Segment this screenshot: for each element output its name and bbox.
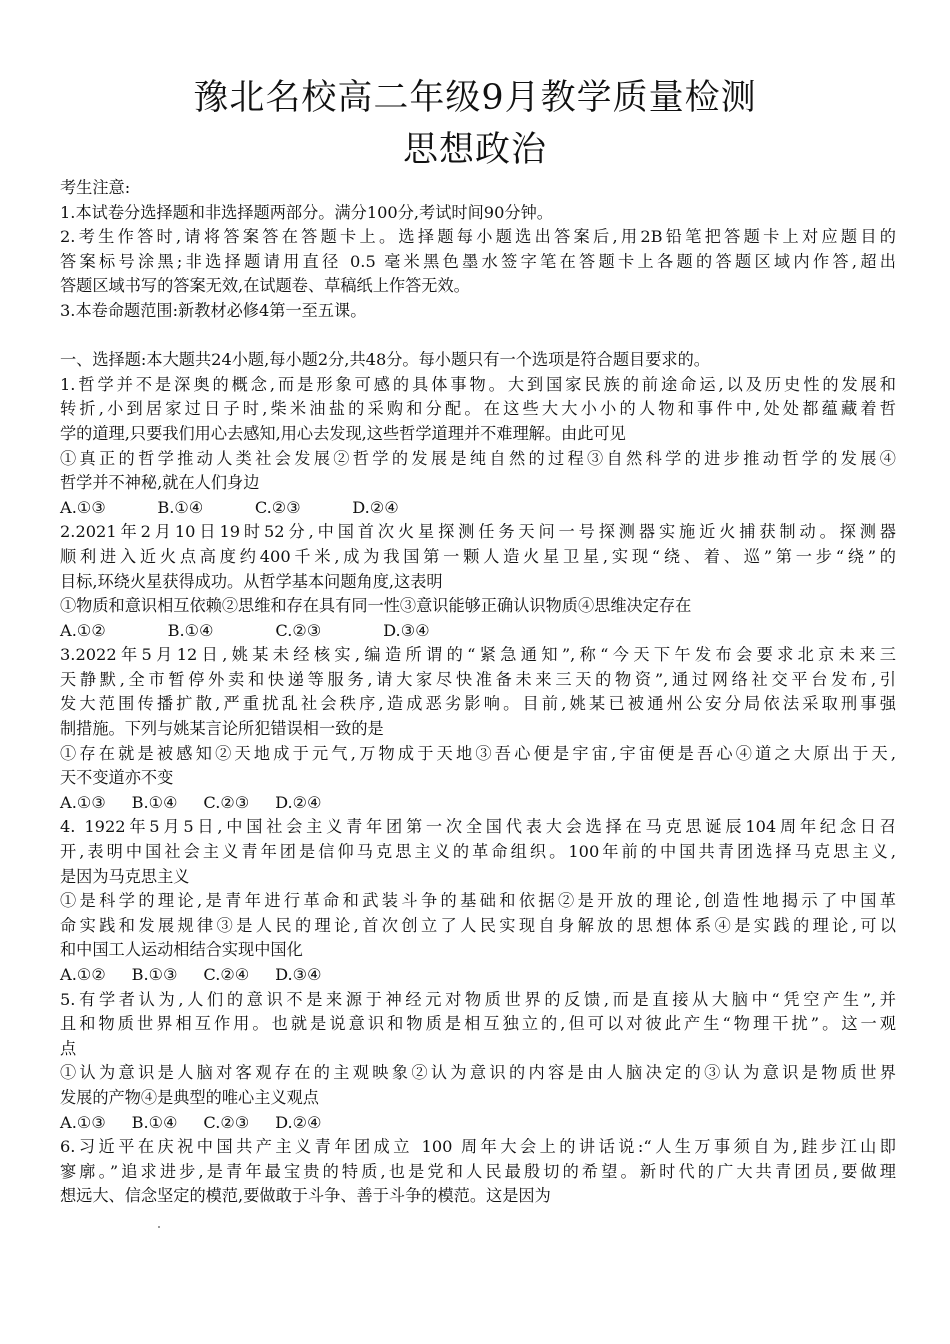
notice-line: 1.本试卷分选择题和非选择题两部分。满分100分,考试时间90分钟。 xyxy=(60,202,553,222)
question-1-choices: ①真正的哲学推动人类社会发展②哲学的发展是纯自然的过程③自然科学的进步推动哲学的发展④ xyxy=(60,448,896,468)
spacer xyxy=(60,324,896,349)
question-1-text: 学的道理,只要我们用心去感知,用心去发现,这些哲学道理并不难理解。由此可见 xyxy=(60,423,626,443)
question-3-choices: 天不变道亦不变 xyxy=(60,768,174,788)
question-2-options: A.①② B.①④ C.②③ D.③④ xyxy=(60,620,430,640)
exam-subject: 思想政治 xyxy=(402,130,547,170)
question-3-choices: ①存在就是被感知②天地成于元气,万物成于天地③吾心便是宇宙,宇宙便是吾心④道之大原出于天, xyxy=(60,743,896,763)
question-4-options: A.①② B.①③ C.②④ D.③④ xyxy=(60,965,322,984)
question-1-text: 1.哲学并不是深奥的概念,而是形象可感的具体事物。大到国家民族的前途命运,以及历史性的发展和 xyxy=(60,374,896,394)
question-1-text: 转折,小到居家过日子时,柴米油盐的采购和分配。在这些大大小小的人物和事件中,处处都蕴藏着哲 xyxy=(60,399,896,419)
exam-title: 豫北名校高二年级9月教学质量检测 xyxy=(193,78,757,118)
question-4-choices: ①是科学的理论,是青年进行革命和武装斗争的基础和依据②是开放的理论,创造性地揭示了中国革 xyxy=(60,891,896,911)
notice-line: 答题区域书写的答案无效,在试题卷、草稿纸上作答无效。 xyxy=(60,276,470,296)
question-4-text: 4. 1922年5月5日,中国社会主义青年团第一次全国代表大会选择在马克思诞辰104周年纪念日召 xyxy=(60,817,896,837)
question-2-choices: ①物质和意识相互依赖②思维和存在具有同一性③意识能够正确认识物质④思维决定存在 xyxy=(60,596,692,616)
question-6-text: 6.习近平在庆祝中国共产主义青年团成立 100 周年大会上的讲话说:“人生万事须自为,跬步江山即 xyxy=(60,1137,896,1157)
question-2-text: 2.2021年2月10日19时52分,中国首次火星探测任务天问一号探测器实施近火捕获制动。探测器 xyxy=(60,522,896,542)
notice-header: 考生注意: xyxy=(60,178,131,197)
question-3-text: 天静默,全市暂停外卖和快递等服务,请大家尽快准备未来三天的物资”,通过网络社交平台发布,引 xyxy=(60,669,896,689)
question-1-options: A.①③ B.①④ C.②③ D.②④ xyxy=(60,497,399,517)
question-4-choices: 命实践和发展规律③是人民的理论,首次创立了人民实现自身解放的思想体系④是实践的理论,可以 xyxy=(60,915,896,935)
question-3-text: 3.2022年5月12日,姚某未经核实,编造所谓的“紧急通知”,称“今天下午发布会要求北京未来三 xyxy=(60,645,896,665)
question-4-choices: 和中国工人运动相结合实现中国化 xyxy=(60,940,303,960)
question-3-text: 制措施。下列与姚某言论所犯错误相一致的是 xyxy=(60,719,384,739)
question-3-text: 发大范围传播扩散,严重扰乱社会秩序,造成恶劣影响。目前,姚某已被通州公安分局依法采取刑事强 xyxy=(60,694,896,714)
notice-line: 3.本卷命题范围:新教材必修4第一至五课。 xyxy=(60,300,367,320)
question-2-text: 顺利进入近火点高度约400千米,成为我国第一颗人造火星卫星,实现“绕、着、巡”第一步“绕”的 xyxy=(60,546,896,566)
question-5-choices: ①认为意识是人脑对客观存在的主观映象②认为意识的内容是由人脑决定的③认为意识是物质世界 xyxy=(60,1063,896,1083)
question-5-options: A.①③ B.①④ C.②③ D.②④ xyxy=(60,1112,322,1132)
exam-body xyxy=(60,176,896,1209)
question-5-text: 且和物质世界相互作用。也就是说意识和物质是相互独立的,但可以对彼此产生“物理干扰”。这一观 xyxy=(60,1014,896,1034)
question-6-text: 想远大、信念坚定的模范,要做敢于斗争、善于斗争的模范。这是因为 xyxy=(60,1186,551,1206)
question-2-text: 目标,环绕火星获得成功。从哲学基本问题角度,这表明 xyxy=(60,571,443,591)
question-5-text: 点 xyxy=(60,1038,77,1058)
question-5-text: 5.有学者认为,人们的意识不是来源于神经元对物质世界的反馈,而是直接从大脑中“凭空产生”,并 xyxy=(60,989,896,1009)
notice-line: 答案标号涂黑;非选择题请用直径 0.5 毫米黑色墨水签字笔在答题卡上各题的答题区域内作答,超出 xyxy=(60,251,896,271)
question-6-text: 寥廓。”追求进步,是青年最宝贵的特质,也是党和人民最殷切的希望。新时代的广大共青团员,要做理 xyxy=(60,1161,896,1181)
question-5-choices: 发展的产物④是典型的唯心主义观点 xyxy=(60,1087,319,1107)
section-heading: 一、选择题:本大题共24小题,每小题2分,共48分。每小题只有一个选项是符合题目要求的。 xyxy=(60,350,710,370)
question-3-options: A.①③ B.①④ C.②③ D.②④ xyxy=(60,792,322,812)
question-4-text: 是因为马克思主义 xyxy=(60,866,190,886)
question-4-text: 开,表明中国社会主义青年团是信仰马克思主义的革命组织。100年前的中国共青团选择马克思主义, xyxy=(60,842,896,862)
question-1-choices: 哲学并不神秘,就在人们身边 xyxy=(60,473,260,493)
scan-dot xyxy=(158,1226,160,1228)
notice-line: 2.考生作答时,请将答案答在答题卡上。选择题每小题选出答案后,用2B铅笔把答题卡上对应题目的 xyxy=(60,227,896,247)
